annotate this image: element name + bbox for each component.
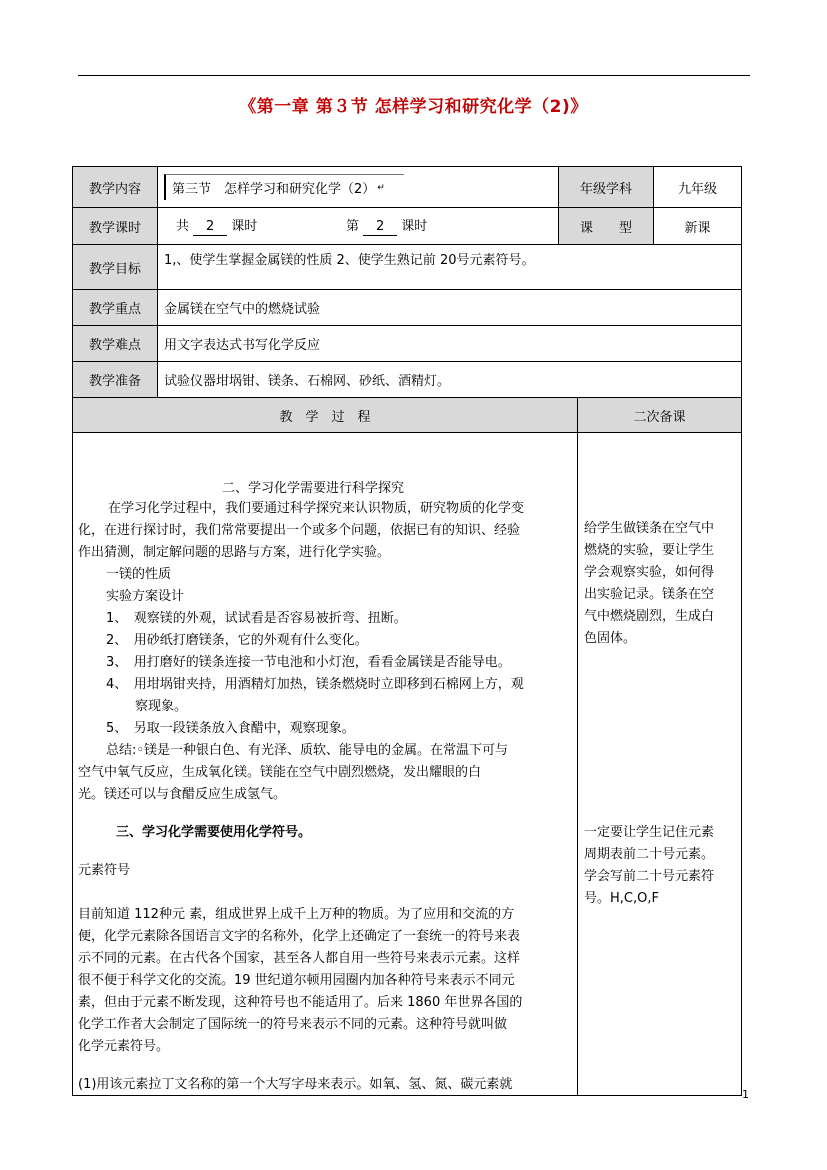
note1: 给学生做镁条在空气中 燃烧的实验，要让学生 学会观察实验，如何得 出实验记录。镁条在空 气中燃烧剧烈，生成白 色固体。: [584, 521, 715, 646]
top-rule: [78, 75, 750, 76]
hours-label: 教学课时: [72, 207, 158, 245]
key-value: 金属镁在空气中的燃烧试验: [157, 289, 742, 326]
notes-header: 二次备课: [577, 397, 742, 433]
difficulty-label: 教学难点: [72, 325, 158, 362]
goal-value: 1,、使学生掌握金属镁的性质 2、使学生熟记前 20号元素符号。: [157, 244, 742, 290]
type-value: 新课: [653, 207, 742, 245]
rule1: (1)用该元素拉丁文名称的第一个大写字母来表示。如氧、氢、氮、碳元素就: [78, 1077, 513, 1092]
prep-label: 教学准备: [72, 361, 158, 398]
intro-paragraph: 在学习化学过程中，我们要通过科学探究来认识物质，研究物质的化学变 化，在进行探讨时，我们常常要提出一个或多个问题，依据已有的知识、经验 作出猜测，制定解问题的思路与方案，进行化学实验。: [78, 501, 525, 560]
summary: 总结:◦镁是一种银白色、有光泽、质软、能导电的金属。在常温下可与 空气中氧气反应，生成氧化镁。镁能在空气中剧烈燃烧，发出耀眼的白 光。镁还可以与食醋反应生成氢气。: [78, 743, 509, 802]
list-item: 3、 用打磨好的镁条连接一节电池和小灯泡，看看金属镁是否能导电。: [106, 655, 511, 670]
content-label: 教学内容: [72, 166, 158, 208]
grade-value: 九年级: [653, 166, 742, 208]
list-item: 5、 另取一段镁条放入食醋中，观察现象。: [106, 721, 355, 736]
paragraph-mark-icon: ↵: [377, 182, 385, 193]
current-hour: 第 2 课时: [346, 219, 428, 234]
plan-heading: 实验方案设计: [106, 589, 185, 604]
key-label: 教学重点: [72, 289, 158, 326]
difficulty-value: 用文字表达式书写化学反应: [157, 325, 742, 362]
document-title: 《第一章 第３节 怎样学习和研究化学（2)》: [239, 97, 588, 117]
type-label: 课 型: [558, 207, 654, 245]
steps-list: [106, 608, 524, 740]
prep-value: 试验仪器坩埚钳、镁条、石棉网、砂纸、酒精灯。: [157, 361, 742, 398]
total-hours: 共 2 课时: [176, 219, 258, 234]
list-item: 4、 用坩埚钳夹持，用酒精灯加热，镁条燃烧时立即移到石棉网上方，观: [106, 677, 524, 692]
note2: 一定要让学生记住元素 周期表前二十号元素。 学会写前二十号元素符 号。H,C,O,F: [584, 825, 715, 906]
history-paragraph: 目前知道 112种元 素，组成世界上成千上万种的物质。为了应用和交流的方 便，化学元素除各国语言文字的名称外，化学上还确定了一套统一的符号来表 示不同的元素。在古代各个国家，甚至各人都自用一些符号来表示元素。这样 很不便于科学文化的交流。19 世纪道尔顿用园圈内加各种符号来表示不同元 素，但由于元素不断发现，这种符号也不能适用了。后来 1860 年世界各国的 化学工作者大会制定了国际统一的符号来表示不同的元素。这种符号就叫做 化学元素符号。: [78, 907, 523, 1054]
content-value: 第三节 怎样学习和研究化学（2）: [172, 182, 376, 197]
mg-heading: 一镁的性质: [106, 567, 172, 582]
list-item: 察现象。: [135, 699, 188, 714]
symbol-heading: 元素符号: [78, 863, 131, 878]
page-number: 1: [742, 1088, 749, 1101]
process-header: 教 学 过 程: [72, 397, 578, 433]
grade-label: 年级学科: [558, 166, 654, 208]
section3-heading: 三、学习化学需要使用化学符号。: [116, 825, 312, 840]
list-item: 2、 用砂纸打磨镁条，它的外观有什么变化。: [106, 633, 368, 648]
goal-label: 教学目标: [72, 244, 158, 290]
topic-box: [164, 174, 404, 200]
section2-heading: 二、学习化学需要进行科学探究: [222, 481, 405, 496]
list-item: 1、 观察镁的外观，试试看是否容易被折弯、扭断。: [106, 611, 407, 626]
